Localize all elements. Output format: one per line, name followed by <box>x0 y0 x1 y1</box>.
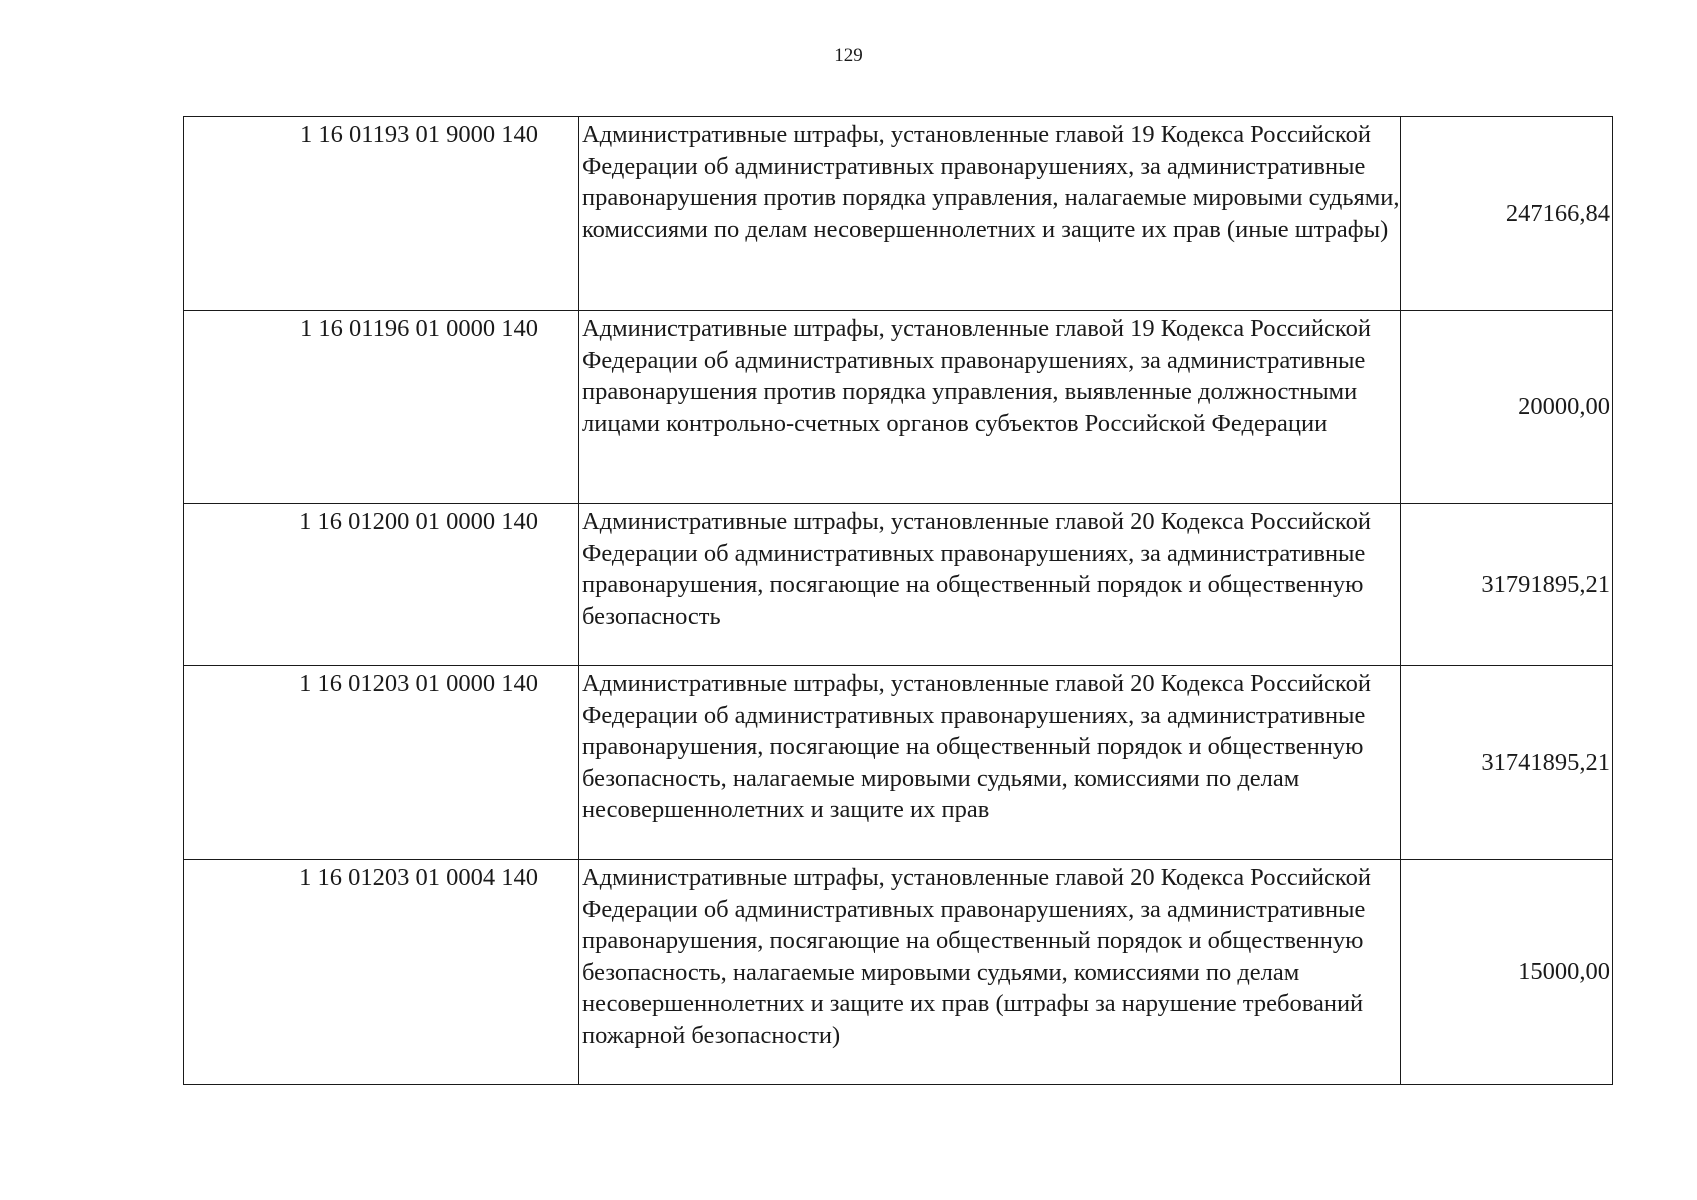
table-row <box>184 504 1613 666</box>
budget-code-cell: 1 16 01193 01 9000 140 <box>184 117 579 311</box>
budget-code-cell: 1 16 01203 01 0000 140 <box>184 666 579 860</box>
amount-cell: 20000,00 <box>1401 311 1613 504</box>
revenue-table <box>183 116 1613 1085</box>
budget-code-cell: 1 16 01196 01 0000 140 <box>184 311 579 504</box>
amount-cell: 31741895,21 <box>1401 666 1613 860</box>
page-number: 129 <box>834 45 863 66</box>
table-row <box>184 311 1613 504</box>
description-cell: Административные штрафы, установленные главой 20 Кодекса Российской Федерации об административных правонарушениях, за административные правонарушения, посягающие на общественный порядок и общественную безопасность, налагаемые мировыми судьями, комиссиями по делам несовершеннолетних и защите их прав <box>579 666 1401 860</box>
table-row <box>184 117 1613 311</box>
description-cell: Административные штрафы, установленные главой 19 Кодекса Российской Федерации об административных правонарушениях, за административные правонарушения против порядка управления, выявленные должностными лицами контрольно-счетных органов субъектов Российской Федерации <box>579 311 1401 504</box>
budget-code-cell: 1 16 01200 01 0000 140 <box>184 504 579 666</box>
amount-cell: 247166,84 <box>1401 117 1613 311</box>
table-row <box>184 860 1613 1085</box>
amount-cell: 15000,00 <box>1401 860 1613 1085</box>
amount-cell: 31791895,21 <box>1401 504 1613 666</box>
description-cell: Административные штрафы, установленные главой 19 Кодекса Российской Федерации об административных правонарушениях, за административные правонарушения против порядка управления, налагаемые мировыми судьями, комиссиями по делам несовершеннолетних и защите их прав (иные штрафы) <box>579 117 1401 311</box>
table-row <box>184 666 1613 860</box>
budget-code-cell: 1 16 01203 01 0004 140 <box>184 860 579 1085</box>
description-cell: Административные штрафы, установленные главой 20 Кодекса Российской Федерации об административных правонарушениях, за административные правонарушения, посягающие на общественный порядок и общественную безопасность <box>579 504 1401 666</box>
description-cell: Административные штрафы, установленные главой 20 Кодекса Российской Федерации об административных правонарушениях, за административные правонарушения, посягающие на общественный порядок и общественную безопасность, налагаемые мировыми судьями, комиссиями по делам несовершеннолетних и защите их прав (штрафы за нарушение требований пожарной безопасности) <box>579 860 1401 1085</box>
